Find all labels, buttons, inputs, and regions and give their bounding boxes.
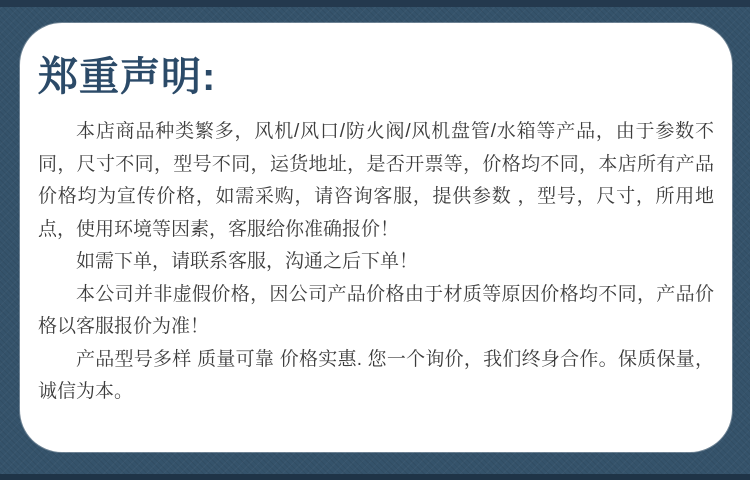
statement-paragraph: 如需下单，请联系客服，沟通之后下单！ [76, 251, 419, 272]
bottom-edge-strip [0, 474, 750, 480]
statement-paragraph: 产品型号多样 质量可靠 价格实惠. 您一个询价，我们终身合作。保质保量，诚信为本。 [38, 348, 714, 402]
statement-card [20, 23, 732, 452]
top-edge-strip [0, 0, 750, 7]
statement-body [38, 116, 714, 409]
statement-title: 郑重声明: [38, 55, 217, 99]
statement-paragraph: 本店商品种类繁多，风机/风口/防火阀/风机盘管/水箱等产品，由于参数不同，尺寸不同，型号不同，运货地址，是否开票等，价格均不同，本店所有产品价格均为宣传价格，如需采购，请咨询客服，提供参数 ，型号，尺寸，所用地点，使用环境等因素，客服给你准确报价！ [38, 121, 714, 240]
statement-paragraph: 本公司并非虚假价格，因公司产品价格由于材质等原因价格均不同，产品价格以客服报价为准！ [38, 283, 714, 337]
